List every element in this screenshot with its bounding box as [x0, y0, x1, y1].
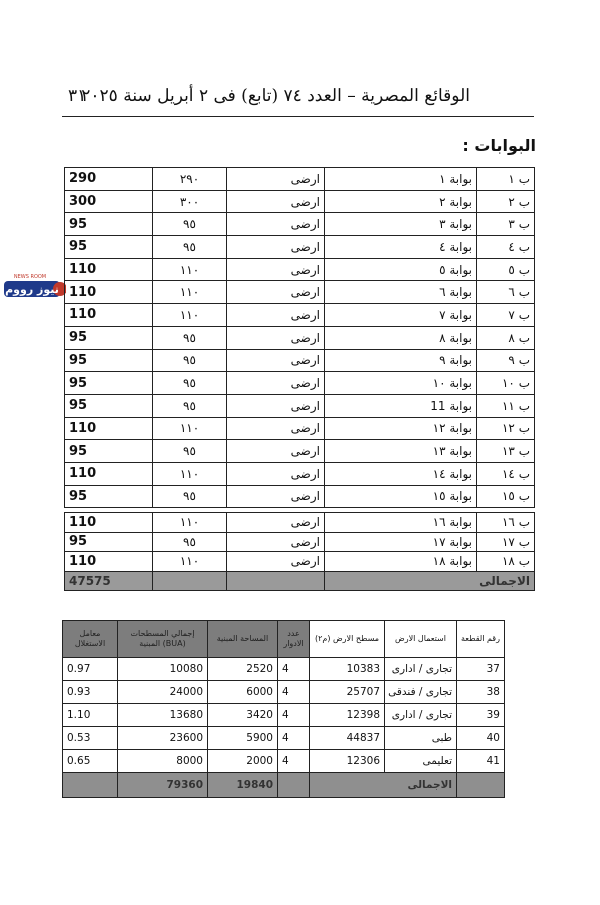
gate-land-use: ارضى	[227, 258, 325, 281]
gate-area: 290	[65, 168, 153, 191]
gate-land-use: ارضى	[227, 236, 325, 259]
plot-far: 0.65	[63, 750, 118, 773]
plot-land-use: تجارى / ادارى	[385, 658, 457, 681]
plot-floors: 4	[278, 681, 310, 704]
table-row	[65, 236, 535, 259]
gate-area-arabic: ٩٥	[153, 213, 227, 236]
table-row	[63, 681, 505, 704]
plot-far: 0.93	[63, 681, 118, 704]
gates-total-value: 47575	[65, 571, 153, 591]
plot-bua: 13680	[118, 704, 208, 727]
gate-area: 95	[65, 532, 153, 552]
col-header-bua: إجمالي المسطحات المبنية (BUA)	[118, 621, 208, 658]
gate-name: بوابة ١٧	[325, 532, 477, 552]
plot-footprint: 3420	[208, 704, 278, 727]
gate-area: 110	[65, 281, 153, 304]
gate-area: 110	[65, 513, 153, 533]
plot-footprint: 2000	[208, 750, 278, 773]
gate-area-arabic: ٩٥	[153, 440, 227, 463]
gate-name: بوابة ١٤	[325, 462, 477, 485]
gate-name: بوابة 11	[325, 394, 477, 417]
section-title: البوابات :	[462, 136, 536, 155]
plot-bua: 23600	[118, 727, 208, 750]
gate-area: 110	[65, 462, 153, 485]
gate-area-arabic: ٣٠٠	[153, 190, 227, 213]
plot-land-area: 44837	[310, 727, 385, 750]
gate-area: 95	[65, 372, 153, 395]
gate-code: ب ١٥	[477, 485, 535, 508]
svg-text:NEWS ROOM: NEWS ROOM	[13, 274, 47, 280]
gate-name: بوابة ١٦	[325, 513, 477, 533]
plot-far: 0.97	[63, 658, 118, 681]
gate-name: بوابة ٨	[325, 326, 477, 349]
gates-table	[64, 167, 535, 508]
gate-code: ب ٤	[477, 236, 535, 259]
gate-area-arabic: ٩٥	[153, 326, 227, 349]
plot-land-area: 12306	[310, 750, 385, 773]
gate-code: ب ٩	[477, 349, 535, 372]
plot-land-use: طبى	[385, 727, 457, 750]
gate-area: 95	[65, 440, 153, 463]
gate-code: ب ٢	[477, 190, 535, 213]
col-header-far: معامل الاستغلال	[63, 621, 118, 658]
gate-area-arabic: ١١٠	[153, 417, 227, 440]
gate-area-arabic: ٩٥	[153, 485, 227, 508]
plots-table	[62, 620, 505, 798]
plot-number: 39	[457, 704, 505, 727]
table-row	[65, 552, 535, 572]
plot-bua: 8000	[118, 750, 208, 773]
gate-name: بوابة ١٨	[325, 552, 477, 572]
gate-land-use: ارضى	[227, 417, 325, 440]
gate-name: بوابة ٣	[325, 213, 477, 236]
gate-area-arabic: ٩٥	[153, 236, 227, 259]
plot-footprint: 5900	[208, 727, 278, 750]
gate-land-use: ارضى	[227, 532, 325, 552]
gate-code: ب ٣	[477, 213, 535, 236]
gate-land-use: ارضى	[227, 326, 325, 349]
table-row	[65, 485, 535, 508]
gate-area-arabic: ٩٥	[153, 394, 227, 417]
gate-code: ب ١٨	[477, 552, 535, 572]
table-row	[63, 704, 505, 727]
gate-code: ب ١٣	[477, 440, 535, 463]
gate-code: ب ١٠	[477, 372, 535, 395]
gate-name: بوابة ٥	[325, 258, 477, 281]
gate-land-use: ارضى	[227, 462, 325, 485]
gate-code: ب ١١	[477, 394, 535, 417]
gate-name: بوابة ١٢	[325, 417, 477, 440]
gate-code: ب ١	[477, 168, 535, 191]
gate-area-arabic: ١١٠	[153, 304, 227, 327]
table-row	[65, 349, 535, 372]
gate-area: 110	[65, 258, 153, 281]
gate-area-arabic: ٩٥	[153, 532, 227, 552]
plots-total-label: الاجمالى	[310, 773, 457, 798]
plot-footprint: 2520	[208, 658, 278, 681]
gate-name: بوابة ١٥	[325, 485, 477, 508]
plot-land-area: 12398	[310, 704, 385, 727]
page-number: ٣١	[68, 86, 87, 106]
plot-land-area: 25707	[310, 681, 385, 704]
logo-text: نيوز رووم	[5, 283, 59, 296]
table-row	[65, 281, 535, 304]
gate-area: 110	[65, 552, 153, 572]
gate-area-arabic: ١١٠	[153, 513, 227, 533]
gate-name: بوابة ٧	[325, 304, 477, 327]
table-row	[65, 168, 535, 191]
gate-land-use: ارضى	[227, 281, 325, 304]
plot-footprint: 6000	[208, 681, 278, 704]
gate-code: ب ٧	[477, 304, 535, 327]
gate-code: ب ١٧	[477, 532, 535, 552]
gate-code: ب ٥	[477, 258, 535, 281]
table-row	[65, 190, 535, 213]
gate-area-arabic: ٢٩٠	[153, 168, 227, 191]
plot-land-use: تجارى / فندقى	[385, 681, 457, 704]
table-row	[65, 372, 535, 395]
gate-land-use: ارضى	[227, 213, 325, 236]
gate-code: ب ١٢	[477, 417, 535, 440]
plot-floors: 4	[278, 658, 310, 681]
gate-area: 110	[65, 304, 153, 327]
gate-area: 300	[65, 190, 153, 213]
gate-land-use: ارضى	[227, 304, 325, 327]
table-row	[65, 258, 535, 281]
gate-area: 95	[65, 485, 153, 508]
table-row	[65, 326, 535, 349]
gate-land-use: ارضى	[227, 349, 325, 372]
plots-total-row	[63, 773, 505, 798]
gate-area-arabic: ١١٠	[153, 552, 227, 572]
plot-number: 41	[457, 750, 505, 773]
gate-land-use: ارضى	[227, 372, 325, 395]
plot-far: 0.53	[63, 727, 118, 750]
table-row	[65, 532, 535, 552]
gate-area-arabic: ٩٥	[153, 349, 227, 372]
page-header-title: الوقائع المصرية – العدد ٧٤ (تابع) فى ٢ أبريل سنة ٢٠٢٥	[81, 86, 470, 106]
gate-area: 95	[65, 394, 153, 417]
table-row	[63, 727, 505, 750]
gate-land-use: ارضى	[227, 513, 325, 533]
table-row	[65, 513, 535, 533]
plot-floors: 4	[278, 727, 310, 750]
col-header-floors: عدد الادوار	[278, 621, 310, 658]
gate-land-use: ارضى	[227, 440, 325, 463]
plot-number: 40	[457, 727, 505, 750]
gate-land-use: ارضى	[227, 394, 325, 417]
gate-land-use: ارضى	[227, 190, 325, 213]
plot-bua: 10080	[118, 658, 208, 681]
gate-name: بوابة ١٠	[325, 372, 477, 395]
gate-code: ب ٨	[477, 326, 535, 349]
table-row	[65, 304, 535, 327]
table-row	[65, 440, 535, 463]
plot-floors: 4	[278, 750, 310, 773]
news-room-logo-watermark	[2, 270, 66, 302]
plot-far: 1.10	[63, 704, 118, 727]
col-header-footprint: المساحة المبنية	[208, 621, 278, 658]
plots-total-bua: 79360	[118, 773, 208, 798]
gate-name: بوابة ١	[325, 168, 477, 191]
gate-area-arabic: ٩٥	[153, 372, 227, 395]
gate-area: 95	[65, 213, 153, 236]
gate-code: ب ١٦	[477, 513, 535, 533]
gates-total-label: الاجمالى	[325, 571, 535, 591]
plot-bua: 24000	[118, 681, 208, 704]
gate-land-use: ارضى	[227, 552, 325, 572]
table-row	[63, 658, 505, 681]
gate-land-use: ارضى	[227, 485, 325, 508]
plot-number: 37	[457, 658, 505, 681]
plot-number: 38	[457, 681, 505, 704]
plots-header-row	[63, 621, 505, 658]
gate-name: بوابة ٤	[325, 236, 477, 259]
table-row	[63, 750, 505, 773]
gate-area-arabic: ١١٠	[153, 462, 227, 485]
gate-area: 95	[65, 326, 153, 349]
plot-land-use: تجارى / ادارى	[385, 704, 457, 727]
gate-name: بوابة ١٣	[325, 440, 477, 463]
gates-table-continued	[64, 512, 535, 591]
table-row	[65, 394, 535, 417]
gates-total-row	[65, 571, 535, 591]
gate-name: بوابة ٩	[325, 349, 477, 372]
plot-land-use: تعليمى	[385, 750, 457, 773]
table-row	[65, 417, 535, 440]
gate-code: ب ٦	[477, 281, 535, 304]
table-row	[65, 213, 535, 236]
gate-land-use: ارضى	[227, 168, 325, 191]
plot-floors: 4	[278, 704, 310, 727]
gate-name: بوابة ٦	[325, 281, 477, 304]
gate-area: 95	[65, 349, 153, 372]
col-header-land-area: مسطح الارض (م٢)	[310, 621, 385, 658]
plot-land-area: 10383	[310, 658, 385, 681]
col-header-land-use: استعمال الارض	[385, 621, 457, 658]
table-row	[65, 462, 535, 485]
gate-code: ب ١٤	[477, 462, 535, 485]
gate-name: بوابة ٢	[325, 190, 477, 213]
plots-total-footprint: 19840	[208, 773, 278, 798]
col-header-plot-no: رقم القطعة	[457, 621, 505, 658]
gate-area: 110	[65, 417, 153, 440]
gate-area-arabic: ١١٠	[153, 281, 227, 304]
gate-area-arabic: ١١٠	[153, 258, 227, 281]
gate-area: 95	[65, 236, 153, 259]
header-divider	[62, 116, 534, 117]
